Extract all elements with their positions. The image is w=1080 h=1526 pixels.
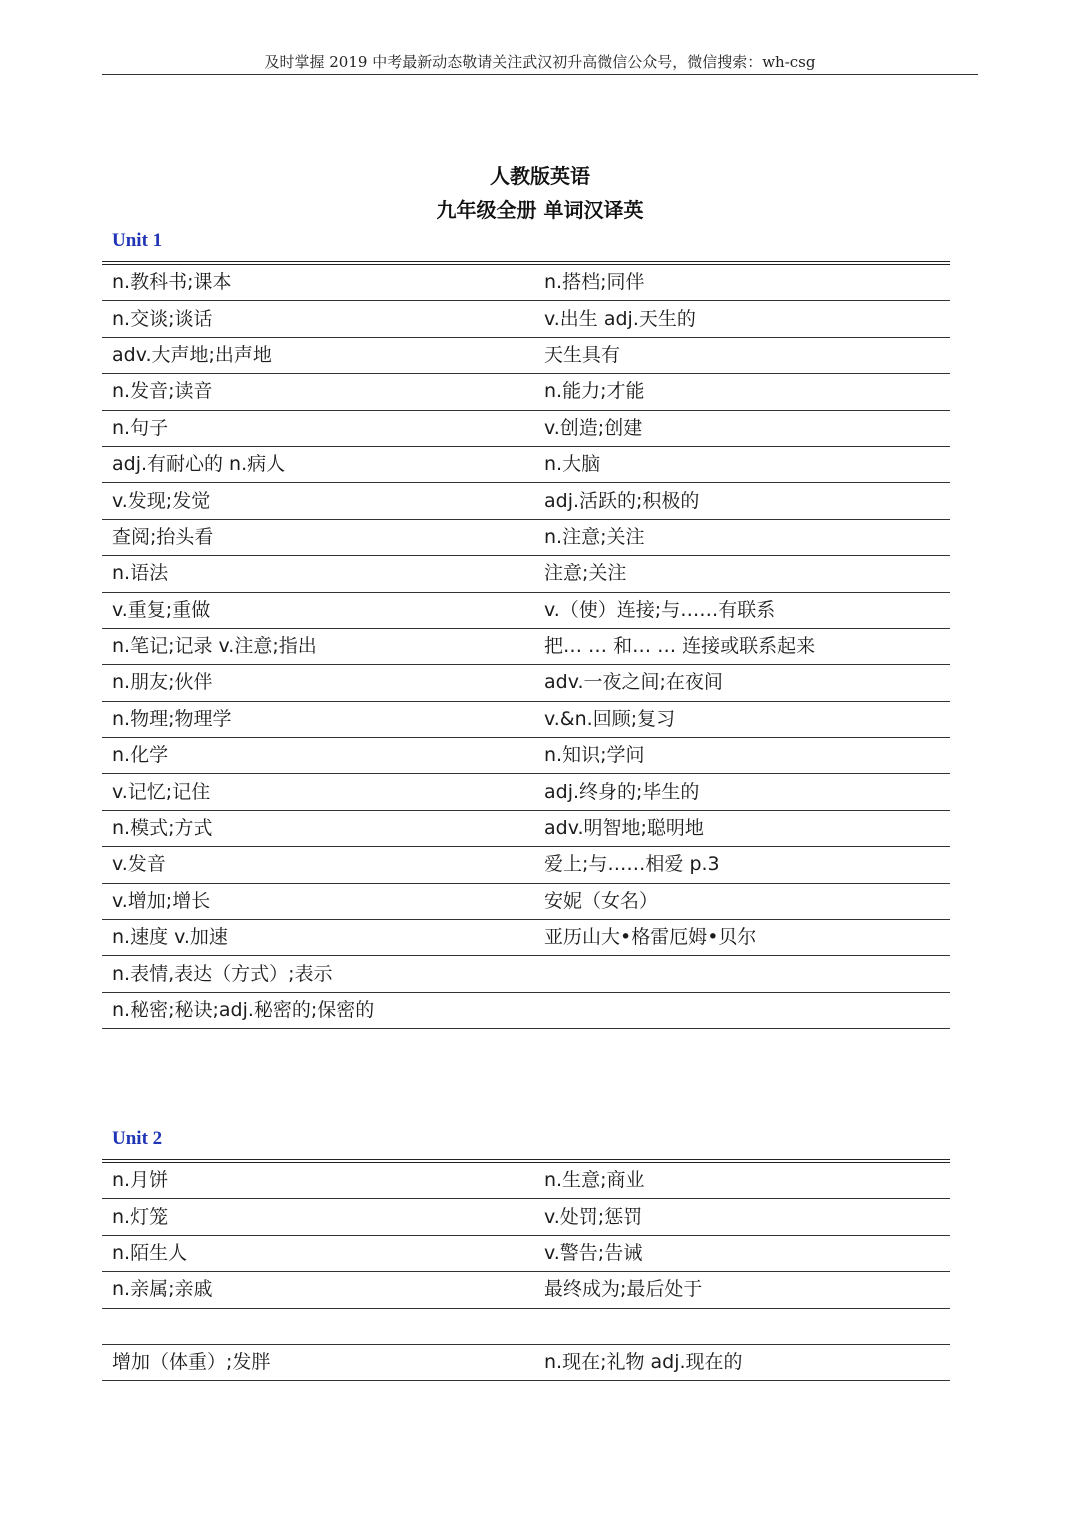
vocab-row <box>102 774 950 810</box>
vocab-cell-left: n.笔记;记录 v.注意;指出 <box>112 635 317 658</box>
vocab-cell-left: n.亲属;亲戚 <box>112 1278 213 1301</box>
vocab-cell-right: n.知识;学问 <box>544 744 645 767</box>
vocab-cell-right: n.搭档;同伴 <box>544 271 645 294</box>
vocab-cell-right: adv.明智地;聪明地 <box>544 817 704 840</box>
vocab-row <box>102 483 950 519</box>
vocab-cell-left: n.秘密;秘诀;adj.秘密的;保密的 <box>112 999 375 1021</box>
vocab-row <box>102 447 950 483</box>
vocab-row <box>102 665 950 701</box>
vocab-cell-left: n.表情,表达（方式）;表示 <box>112 962 333 985</box>
vocab-cell-left: n.发音;读音 <box>112 380 213 403</box>
vocab-row <box>102 1199 950 1235</box>
vocab-cell-left: v.重复;重做 <box>112 598 211 621</box>
vocab-cell-right: v.处罚;惩罚 <box>544 1205 643 1228</box>
vocab-cell-left: n.交谈;谈话 <box>112 307 213 330</box>
vocab-cell-right: 把… … 和… … 连接或联系起来 <box>544 635 816 658</box>
vocab-cell-right: 天生具有 <box>544 343 621 366</box>
vocab-cell-left: n.陌生人 <box>112 1241 188 1264</box>
unit-1-vocab-table <box>102 264 950 1029</box>
document-subtitle: 九年级全册 单词汉译英 <box>436 198 644 222</box>
page-header <box>102 50 978 75</box>
vocab-row <box>102 1236 950 1272</box>
vocab-cell-right: v.创造;创建 <box>544 416 643 439</box>
vocab-row <box>102 411 950 447</box>
vocab-cell-left: n.语法 <box>112 562 169 585</box>
unit-2-label: Unit 2 <box>112 1128 163 1149</box>
vocab-cell-right: n.能力;才能 <box>544 380 645 403</box>
vocab-cell-left: v.记忆;记住 <box>112 780 211 803</box>
vocab-cell-left: n.朋友;伙伴 <box>112 671 213 694</box>
document-title: 人教版英语 <box>490 164 590 188</box>
vocab-row <box>102 1272 950 1308</box>
vocab-row <box>102 556 950 592</box>
vocab-cell-right: n.注意;关注 <box>544 525 645 548</box>
vocab-cell-right: n.大脑 <box>544 453 601 476</box>
vocab-row <box>102 811 950 847</box>
vocab-cell-left: n.灯笼 <box>112 1205 169 1228</box>
vocab-row <box>102 993 950 1029</box>
vocab-cell-right: v.（使）连接;与……有联系 <box>544 598 776 621</box>
vocab-cell-right: 最终成为;最后处于 <box>544 1278 703 1301</box>
vocab-cell-right: adj.终身的;毕生的 <box>544 780 700 803</box>
vocab-cell-left: n.句子 <box>112 416 169 439</box>
unit-1-label: Unit 1 <box>112 230 163 251</box>
vocab-cell-right: 爱上;与……相爱 p.3 <box>544 853 720 876</box>
vocab-cell-left: n.物理;物理学 <box>112 707 232 730</box>
vocab-cell-left: adj.有耐心的 n.病人 <box>112 453 286 476</box>
vocab-cell-left: n.模式;方式 <box>112 817 213 840</box>
vocab-cell-left: adv.大声地;出声地 <box>112 343 272 366</box>
vocab-row <box>102 920 950 956</box>
vocab-row <box>102 884 950 920</box>
vocab-cell-left: 查阅;抬头看 <box>112 525 214 548</box>
vocab-row <box>102 265 950 301</box>
vocab-cell-right: v.警告;告诫 <box>544 1241 643 1264</box>
vocab-row <box>102 520 950 556</box>
vocab-row <box>102 1309 950 1345</box>
vocab-row <box>102 956 950 992</box>
vocab-row <box>102 1163 950 1199</box>
vocab-cell-left: n.月饼 <box>112 1169 169 1192</box>
vocab-row <box>102 301 950 337</box>
vocab-cell-left: n.速度 v.加速 <box>112 926 228 949</box>
vocab-row <box>102 702 950 738</box>
vocab-row <box>102 593 950 629</box>
vocab-cell-right: adj.活跃的;积极的 <box>544 489 700 512</box>
vocab-cell-left: 增加（体重）;发胖 <box>112 1351 271 1374</box>
vocab-cell-left: v.增加;增长 <box>112 889 211 912</box>
unit-2-vocab-table <box>102 1162 950 1381</box>
vocab-cell-right: 亚历山大•格雷厄姆•贝尔 <box>544 926 757 949</box>
vocab-cell-left: n.教科书;课本 <box>112 271 232 294</box>
vocab-cell-left: v.发音 <box>112 853 166 876</box>
vocab-cell-right: n.现在;礼物 adj.现在的 <box>544 1351 743 1374</box>
vocab-row <box>102 738 950 774</box>
vocab-cell-right: v.出生 adj.天生的 <box>544 307 696 330</box>
vocab-cell-right: 注意;关注 <box>544 562 627 585</box>
vocab-row <box>102 847 950 883</box>
vocab-cell-left: n.化学 <box>112 744 169 767</box>
vocab-row <box>102 629 950 665</box>
vocab-cell-right: adv.一夜之间;在夜间 <box>544 671 723 694</box>
vocab-row <box>102 1345 950 1381</box>
vocab-cell-right: 安妮（女名） <box>544 889 659 912</box>
vocab-row <box>102 374 950 410</box>
vocab-cell-left: v.发现;发觉 <box>112 489 211 512</box>
vocab-cell-right: n.生意;商业 <box>544 1169 645 1192</box>
vocab-row <box>102 338 950 374</box>
vocab-cell-right: v.&n.回顾;复习 <box>544 707 676 730</box>
header-text: 及时掌握 2019 中考最新动态敬请关注武汉初升高微信公众号，微信搜索：wh-csg <box>264 53 816 71</box>
